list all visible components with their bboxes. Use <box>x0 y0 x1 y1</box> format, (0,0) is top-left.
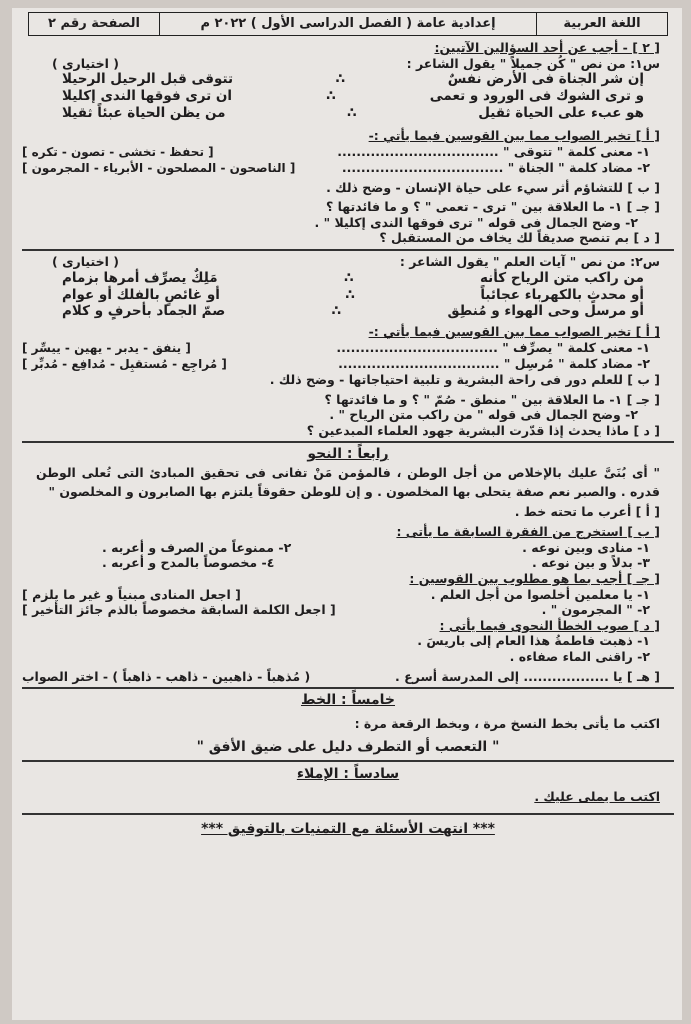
nahw-b: [ ب ] استخرج من الفقرة السابقة ما يأتى : <box>396 524 660 539</box>
s1-c1: [ جـ ] ١- ما العلاقة بين " ترى - تعمى " ؟ و ما فائدتها ؟ <box>326 199 660 215</box>
s1-label: س١: من نص " كُن جميلاً " يقول الشاعر : <box>406 55 660 71</box>
nahw-c1 <box>22 587 674 603</box>
s2-a1-text: ١- معنى كلمة " يصرِّف " .................................. <box>336 339 650 355</box>
imla-title: سادساً : الإملاء <box>296 765 400 782</box>
verse-separator: ∴ <box>345 286 355 303</box>
s2-b: [ ب ] للعلم دور فى راحة البشرية و تلبية احتياجاتها - وضح ذلك . <box>269 371 660 387</box>
divider <box>22 813 674 815</box>
s2-c2: ٢- وضح الجمال فى قوله " من راكب متن الرياح " . <box>329 407 638 423</box>
verse-part: من يظن الحياة عبئاً ثقيلا <box>62 105 226 121</box>
s1-b: [ ب ] للتشاؤم أثر سيء على حياة الإنسان - وضح ذلك . <box>326 179 660 195</box>
s1-verse-1 <box>22 71 674 88</box>
nahw-d: [ د ] صوب الخطأ النحوى فيما يأتى : <box>439 617 660 633</box>
nahw-title: رابعاً : النحو <box>307 446 389 463</box>
verse-separator: ∴ <box>326 88 336 105</box>
nahw-c2-text: ٢- " المجرمون " . <box>541 602 650 618</box>
s2-a-label: [ أ ] تخير الصواب مما بين القوسين فيما يأتي :- <box>368 324 660 340</box>
khat-instruction: اكتب ما يأتى بخط النسخ مرة ، وبخط الرقعة مرة : <box>354 715 660 731</box>
s1-a2 <box>22 160 674 176</box>
s2-label: س٢: من نص " آيات العلم " يقول الشاعر : <box>399 254 660 269</box>
nahw-b3: ٣- بدلاً و بين نوعه . <box>531 555 650 571</box>
verse-part: تتوقى قبل الرحيل الرحيلا <box>62 71 234 88</box>
subject-cell: اللغة العربية <box>536 13 667 35</box>
s2-c1: [ جـ ] ١- ما العلاقة بين " منطق - صُمّ " ؟ و ما فائدتها ؟ <box>324 391 660 407</box>
verse-separator: ∴ <box>344 269 354 286</box>
s1-a1-choices: [ تحفظ - تخشى - تصون - تكره ] <box>22 144 214 159</box>
nahw-b1: ١- منادى وبين نوعه . <box>522 539 650 555</box>
divider <box>22 249 674 251</box>
nahw-b-row-2 <box>22 555 674 571</box>
verse-part: من راكب متن الرياح كأنه <box>479 269 644 286</box>
nahw-e <box>22 669 674 685</box>
verse-part: ان ترى فوقها الندى إكليلا <box>62 88 233 105</box>
s1-a1-text: ١- معنى كلمة " تتوقى " .................................. <box>337 143 650 159</box>
s1-a-label: [ أ ] تخير الصواب مما بين القوسين فيما يأتي :- <box>368 127 660 143</box>
nahw-c2-req: [ اجعل الكلمة السابقة مخصوصاً بالذم جائز التأخير ] <box>22 602 336 618</box>
divider <box>22 760 674 762</box>
s2-optional: ( اختيارى ) <box>52 254 119 269</box>
verse-part: مَلِكٌ يصرِّف أمرها بزمام <box>62 269 218 286</box>
nahw-b-row-1 <box>22 540 674 556</box>
divider <box>22 441 674 443</box>
nahw-paragraph: " أى بُنَىَّ عليك بالإخلاص من أجل الوطن ، فالمؤمن مَنْ تفانى فى تحقيق المبادئ التى تُعلى الوطن قدره . والصبر نعم صفة يتحلى بها المخلصون . و إن للوطن حقوقاً يلتزم بها الصابرون و المخلصون " <box>36 464 660 499</box>
verse-part: صمّ الجماد بأحرفٍ و كلام <box>62 303 226 320</box>
page-header <box>28 12 668 36</box>
s1-a1 <box>22 144 674 160</box>
s1-a2-text: ٢- مضاد كلمة " الجناة " .................................. <box>341 159 650 175</box>
nahw-c1-req: [ اجعل المنادى مبنياً و غير ما يلزم ] <box>22 586 241 602</box>
exam-page <box>12 8 682 1020</box>
s2-a2-text: ٢- مضاد كلمة " مُرسِل " .................................. <box>338 355 650 371</box>
s1-a2-choices: [ الناصحون - المصلحون - الأبرياء - المجرمون ] <box>22 160 296 175</box>
verse-part: إن شر الجناة فى الأرض نفسٌ <box>447 71 644 88</box>
s2-verse-1 <box>22 270 674 287</box>
nahw-b4: ٤- مخصوصاً بالمدح و أعربه . <box>102 555 275 571</box>
verse-part: أو محدثٍ بالكهرباء عجائباً <box>480 286 644 303</box>
khat-title: خامساً : الخط <box>300 692 395 709</box>
exam-title-cell: إعدادية عامة ( الفصل الدراسى الأول ) ٢٠٢٢ م <box>159 13 536 35</box>
s2-a2 <box>22 356 674 372</box>
nahw-e-text: [ هـ ] يا .................. إلى المدرسة أسرع . <box>395 668 660 684</box>
s1-d: [ د ] بم تنصح صديقاً لك يخاف من المستقبل ؟ <box>379 230 660 246</box>
verse-part: أو مرسل وحى الهواء و مُنطِق <box>447 303 644 320</box>
nahw-c1-text: ١- يا معلمين أخلصوا من أجل العلم . <box>430 586 650 602</box>
s2-header <box>22 254 674 270</box>
nahw-e-choices: ( مُذهباً - ذاهبين - ذاهب - ذاهباً ) - اختر الصواب <box>22 668 311 684</box>
s2-a2-choices: [ مُراجِع - مُستقبِل - مُدافِع - مُدبِّر ] <box>22 356 227 371</box>
verse-separator: ∴ <box>347 105 357 121</box>
s2-d: [ د ] ماذا يحدث إذا قدّرت البشرية جهود العلماء المبدعين ؟ <box>306 422 660 438</box>
s2-verse-3 <box>22 303 674 320</box>
s1-c2: ٢- وضح الجمال فى قوله " ترى فوقها الندى إكليلا " . <box>314 214 638 230</box>
s1-verse-2 <box>22 88 674 105</box>
nahw-c2 <box>22 602 674 618</box>
footer: *** انتهت الأسئلة مع التمنيات بالتوفيق *** <box>201 821 495 837</box>
s1-verse-3 <box>22 105 674 122</box>
s1-header <box>22 56 674 72</box>
s2-a1-choices: [ ينفق - يدبر - يهين - ييسِّر ] <box>22 340 191 355</box>
page-number-cell: الصفحة رقم ٢ <box>48 15 140 31</box>
khat-text: " التعصب أو التطرف دليل على ضيق الأفق " <box>196 739 500 756</box>
nahw-c: [ جـ ] أجب بما هو مطلوب بين القوسين : <box>409 570 660 586</box>
verse-part: أو غائصٍ بالفلك أو عوام <box>62 286 220 303</box>
s1-optional: ( اختيارى ) <box>52 55 119 71</box>
verse-separator: ∴ <box>335 71 346 88</box>
verse-part: و ترى الشوك فى الورود و تعمى <box>429 88 644 105</box>
nahw-b2: ٢- ممنوعاً من الصرف و أعربه . <box>102 539 292 555</box>
s2-a1 <box>22 340 674 356</box>
nahw-d1: ١- ذهبت فاطمةُ هذا العام إلى باريسَ . <box>417 633 650 649</box>
verse-part: هو عبء على الحياة ثقيل <box>478 105 644 121</box>
nahw-a: [ أ ] أعرب ما تحته خط . <box>514 504 660 520</box>
imla-instruction: اكتب ما يملى عليك . <box>534 789 660 805</box>
divider <box>22 687 674 689</box>
question-intro: [ ٢ ] - أجب عن أحد السؤالين الآتيين: <box>434 40 660 55</box>
verse-separator: ∴ <box>331 303 342 320</box>
s2-verse-2 <box>22 287 674 304</box>
nahw-d2: ٢- راقنى الماء صفاءه . <box>509 649 650 664</box>
